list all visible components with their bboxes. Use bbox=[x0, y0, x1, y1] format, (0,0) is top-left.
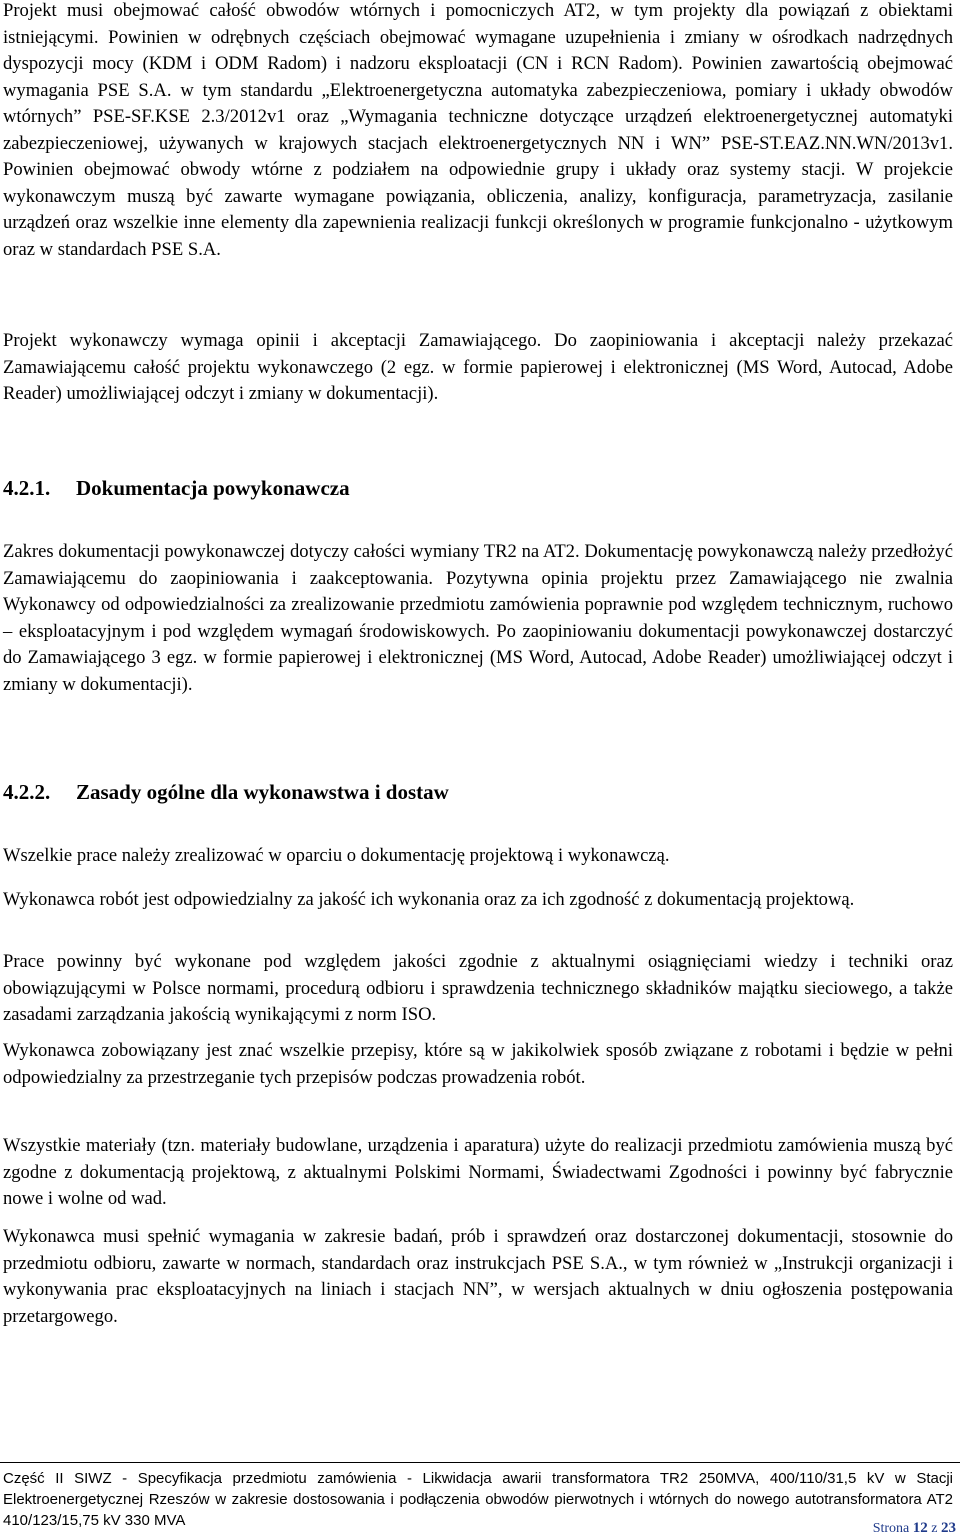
page-total: 23 bbox=[941, 1520, 956, 1536]
footer-divider bbox=[0, 1462, 960, 1463]
page-word: Strona bbox=[872, 1521, 910, 1536]
section-number: 4.2.2. bbox=[3, 780, 51, 804]
paragraph-quality-standards: Prace powinny być wykonane pod względem jakości zgodnie z aktualnymi osiągnięciami wiedzy i techniki oraz obowiązującymi w Polsce normami, procedurą odbioru i sprawdzenia technicznego składników majątku sieciowego, a także zasadami zarządzania jakością wynikającymi z norm ISO. bbox=[3, 951, 953, 1025]
page-of: z bbox=[931, 1521, 938, 1536]
paragraph-regulations: Wykonawca zobowiązany jest znać wszelkie przepisy, które są w jakikolwiek sposób związane z robotami i będzie w pełni odpowiedzialny za przestrzeganie tych przepisów podczas prowadzenia robót. bbox=[3, 1040, 953, 1088]
section-title: Dokumentacja powykonawcza bbox=[76, 476, 350, 500]
page-current: 12 bbox=[912, 1520, 928, 1536]
page-footer: Część II SIWZ - Specyfikacja przedmiotu zamówienia - Likwidacja awarii transformatora TR2 250MVA, 400/110/31,5 kV w Stacji Elektroenergetycznej Rzeszów w zakresie dostosowania i podłączenia obwodów pierwotnych i wtórnych do nowego autotransformatora AT2 410/123/15,75 kV 330 MVA bbox=[3, 1470, 953, 1529]
paragraph-materials: Wszystkie materiały (tzn. materiały budowlane, urządzenia i aparatura) użyte do realizacji przedmiotu zamówienia muszą być zgodne z dokumentacją projektową, z aktualnymi Polskimi Normami, Świadectwami Zgodności i powinny być fabrycznie nowe i wolne od wad. bbox=[3, 1135, 953, 1209]
paragraph-project-scope: Projekt musi obejmować całość obwodów wtórnych i pomocniczych AT2, w tym projekty dla powiązań z obiektami istniejącymi. Powinien w odrębnych częściach obejmować wymagane uzupełnienia i zmiany w ośrodkach nadrzędnych dyspozycji mocy (KDM i ODM Radom) i nadzoru eksploatacji (CN i RCN Radom). Powinien zawartością obejmować wymagania PSE S.A. w tym standardu „Elektroenergetyczna automatyka zabezpieczeniowa, pomiary i układy obwodów wtórnych” PSE-SF.KSE 2.3/2012v1 oraz „Wymagania techniczne dotyczące urządzeń elektroenergetycznej automatyki zabezpieczeniowej, używanych w krajowych stacjach elektroenergetycznych NN i WN” PSE-ST.EAZ.NN.WN/2013v1. Powinien obejmować obwody wtórne z podziałem na odpowiednie grupy i układy oraz systemy stacji. W projekcie wykonawczym muszą być zawarte wymagane powiązania, obliczenia, analizy, konfiguracja, parametryzacja, zasilanie urządzeń oraz wszelkie inne elementy dla zapewnienia realizacji funkcji określonych w programie funkcjonalno - użytkowym oraz w standardach PSE S.A. bbox=[3, 0, 953, 260]
paragraph-contractor-quality: Wykonawca robót jest odpowiedzialny za jakość ich wykonania oraz za ich zgodność z dokumentacją projektową. bbox=[3, 889, 855, 910]
section-number: 4.2.1. bbox=[3, 476, 51, 500]
page-number bbox=[873, 1520, 956, 1537]
section-title: Zasady ogólne dla wykonawstwa i dostaw bbox=[76, 780, 449, 804]
paragraph-testing: Wykonawca musi spełnić wymagania w zakresie badań, prób i sprawdzeń oraz dostarczonej dokumentacji, stosownie do przedmiotu odbioru, zawarte w normach, standardach oraz instrukcjach PSE S.A., w tym również w „Instrukcji organizacji i wykonywania prac eksploatacyjnych na liniach i stacjach NN”, w wersjach aktualnych w dniu ogłoszenia postępowania przetargowego. bbox=[3, 1226, 953, 1327]
section-heading-4-2-1 bbox=[3, 474, 350, 502]
paragraph-as-built-docs: Zakres dokumentacji powykonawczej dotyczy całości wymiany TR2 na AT2. Dokumentację powykonawczą należy przedłożyć Zamawiającemu do zaopiniowania i zaakceptowania. Pozytywna opinia projektu przez Zamawiającego nie zwalnia Wykonawcy od odpowiedzialności za zrealizowanie przedmiotu zamówienia poprawnie pod względem technicznym, ruchowo – eksploatacyjnym i pod względem wymagań środowiskowych. Po zaopiniowaniu dokumentacji powykonawczej dostarczyć do Zamawiającego 3 egz. w formie papierowej i elektronicznej (MS Word, Autocad, Adobe Reader) umożliwiającej odczyt i zmiany w dokumentacji). bbox=[3, 541, 953, 695]
paragraph-project-approval: Projekt wykonawczy wymaga opinii i akceptacji Zamawiającego. Do zaopiniowania i akceptacji należy przekazać Zamawiającemu całość projektu wykonawczego (2 egz. w formie papierowej i elektronicznej (MS Word, Autocad, Adobe Reader) umożliwiającej odczyt i zmiany w dokumentacji). bbox=[3, 330, 953, 404]
paragraph-works-basis: Wszelkie prace należy zrealizować w oparciu o dokumentację projektową i wykonawczą. bbox=[3, 845, 670, 866]
section-heading-4-2-2 bbox=[3, 778, 449, 806]
